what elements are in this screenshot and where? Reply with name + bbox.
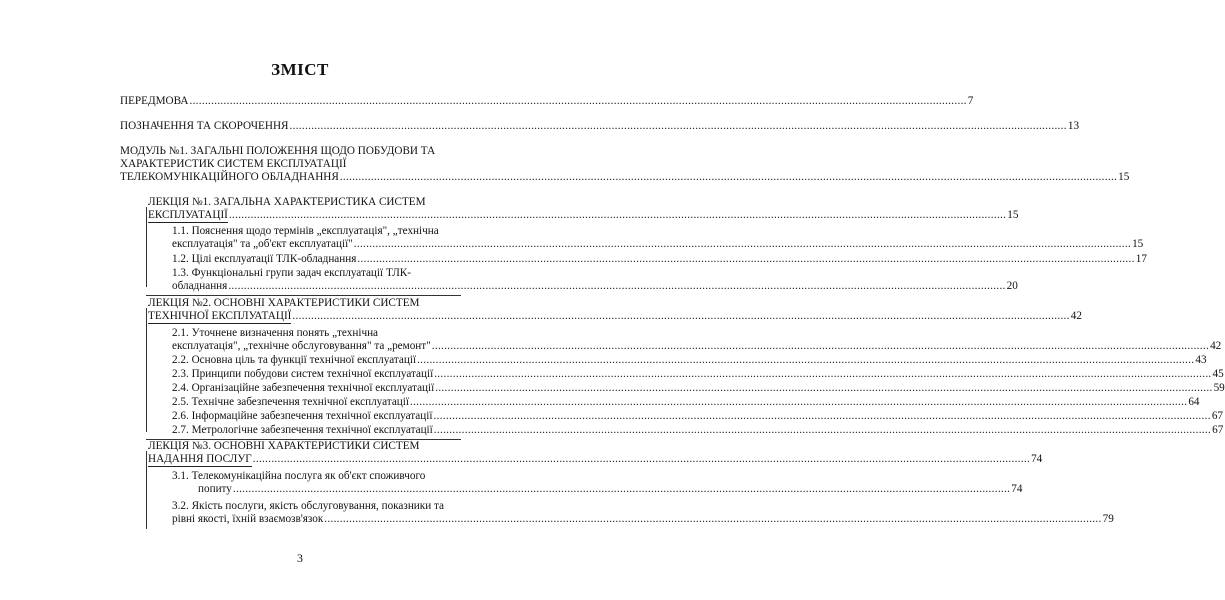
toc-entry-page: 20: [1006, 280, 1018, 292]
toc-entry-page: 7: [967, 95, 974, 107]
toc-entry-page: 59: [1213, 382, 1225, 394]
toc-entry-page: 64: [1188, 396, 1200, 408]
toc-entry-lecture-3: [148, 440, 1043, 467]
toc-entry-module-1: [120, 145, 1130, 184]
toc-entry-text: 2.2. Основна ціль та функції технічної експлуатації: [172, 354, 417, 366]
toc-entry-3-2: [172, 500, 1114, 526]
toc-entry-text: ЛЕКЦІЯ №1. ЗАГАЛЬНА ХАРАКТЕРИСТИКА СИСТЕМ: [148, 196, 426, 208]
toc-entry-page: 42: [1210, 340, 1222, 352]
toc-entry-page: 74: [1031, 453, 1043, 465]
toc-entry-2-6: [172, 410, 1223, 423]
toc-entry-text: 2.3. Принципи побудови систем технічної експлуатації: [172, 368, 434, 380]
toc-entry-page: 15: [1132, 238, 1144, 250]
lecture-2-bracket: [146, 308, 147, 432]
toc-entry-2-1: [172, 327, 1222, 353]
toc-entry-text: 3.2. Якість послуги, якість обслуговування, показники та: [172, 500, 445, 512]
toc-entry-2-7: [172, 424, 1224, 437]
toc-entry-page: 15: [1007, 209, 1019, 221]
toc-entry-text: ТЕЛЕКОМУНІКАЦІЙНОГО ОБЛАДНАННЯ: [120, 171, 339, 183]
toc-entry-text: 1.2. Цілі експлуатації ТЛК-обладнання: [172, 253, 357, 265]
toc-entry-2-3: [172, 368, 1224, 381]
toc-entry-page: 43: [1195, 354, 1207, 366]
toc-entry-text: МОДУЛЬ №1. ЗАГАЛЬНІ ПОЛОЖЕННЯ ЩОДО ПОБУДОВИ ТА: [120, 145, 436, 157]
toc-entry-preface: [120, 95, 974, 108]
toc-entry-page: 67: [1212, 424, 1224, 436]
toc-entry-text: 1.1. Пояснення щодо термінів „експлуатація", „технічна: [172, 225, 439, 237]
toc-entry-text: ХАРАКТЕРИСТИК СИСТЕМ ЕКСПЛУАТАЦІЇ: [120, 158, 347, 170]
toc-entry-text: 2.1. Уточнене визначення понять „технічна: [172, 327, 379, 339]
toc-entry-2-4: [172, 382, 1225, 395]
toc-entry-text: 2.7. Метрологічне забезпечення технічної експлуатації: [172, 424, 433, 436]
toc-entry-page: 42: [1070, 310, 1082, 322]
toc-entry-text: ЛЕКЦІЯ №2. ОСНОВНІ ХАРАКТЕРИСТИКИ СИСТЕМ: [148, 297, 420, 309]
toc-entry-text: 3.1. Телекомунікаційна послуга як об'єкт споживчого: [172, 470, 426, 482]
toc-entry-page: 13: [1067, 120, 1080, 132]
toc-entry-text: 2.5. Технічне забезпечення технічної експлуатації: [172, 396, 409, 408]
page-title: ЗМІСТ: [271, 60, 329, 79]
toc-entry-3-1: [172, 470, 1023, 496]
toc-entry-page: 74: [1011, 483, 1023, 495]
toc-entry-lecture-1: [148, 196, 1019, 223]
toc-entry-page: 15: [1118, 171, 1130, 183]
toc-entry-page: 17: [1135, 253, 1147, 265]
toc-entry-1-3: [172, 267, 1018, 293]
toc-entry-text: обладнання: [172, 280, 228, 292]
toc-entry-abbreviations: [120, 120, 1080, 133]
toc-entry-text: експлуатація" та „об'єкт експлуатації": [172, 238, 353, 250]
toc-entry-text: ЛЕКЦІЯ №3. ОСНОВНІ ХАРАКТЕРИСТИКИ СИСТЕМ: [148, 440, 420, 452]
toc-entry-text: ПЕРЕДМОВА: [120, 95, 189, 107]
toc-entry-text: ПОЗНАЧЕННЯ ТА СКОРОЧЕННЯ: [120, 120, 289, 132]
toc-entry-text: експлуатація", „технічне обслуговування" та „ремонт": [172, 340, 431, 352]
toc-entry-page: 45: [1212, 368, 1224, 380]
toc-entry-1-2: [172, 253, 1147, 266]
toc-entry-lecture-2: [148, 297, 1082, 324]
toc-entry-1-1: [172, 225, 1144, 251]
toc-entry-page: 67: [1211, 410, 1223, 422]
toc-entry-text: попиту: [198, 483, 232, 495]
lecture-1-bracket: [146, 207, 147, 287]
toc-entry-text: 2.4. Організаційне забезпечення технічної експлуатації: [172, 382, 435, 394]
page-number: 3: [297, 551, 303, 565]
lecture-3-bracket: [146, 451, 147, 529]
divider: [146, 295, 461, 296]
toc-entry-2-5: [172, 396, 1200, 409]
toc-entry-text: рівні якості, їхній взаємозв'язок: [172, 513, 324, 525]
toc-entry-text: ТЕХНІЧНОЇ ЕКСПЛУАТАЦІЇ: [148, 310, 292, 322]
toc-entry-text: НАДАННЯ ПОСЛУГ: [148, 453, 252, 465]
toc-entry-text: 2.6. Інформаційне забезпечення технічної експлуатації: [172, 410, 433, 422]
toc-entry-text: 1.3. Функціональні групи задач експлуатації ТЛК-: [172, 267, 411, 279]
toc-entry-page: 79: [1102, 513, 1114, 525]
toc-entry-text: ЕКСПЛУАТАЦІЇ: [148, 209, 228, 221]
toc-entry-2-2: [172, 354, 1207, 367]
